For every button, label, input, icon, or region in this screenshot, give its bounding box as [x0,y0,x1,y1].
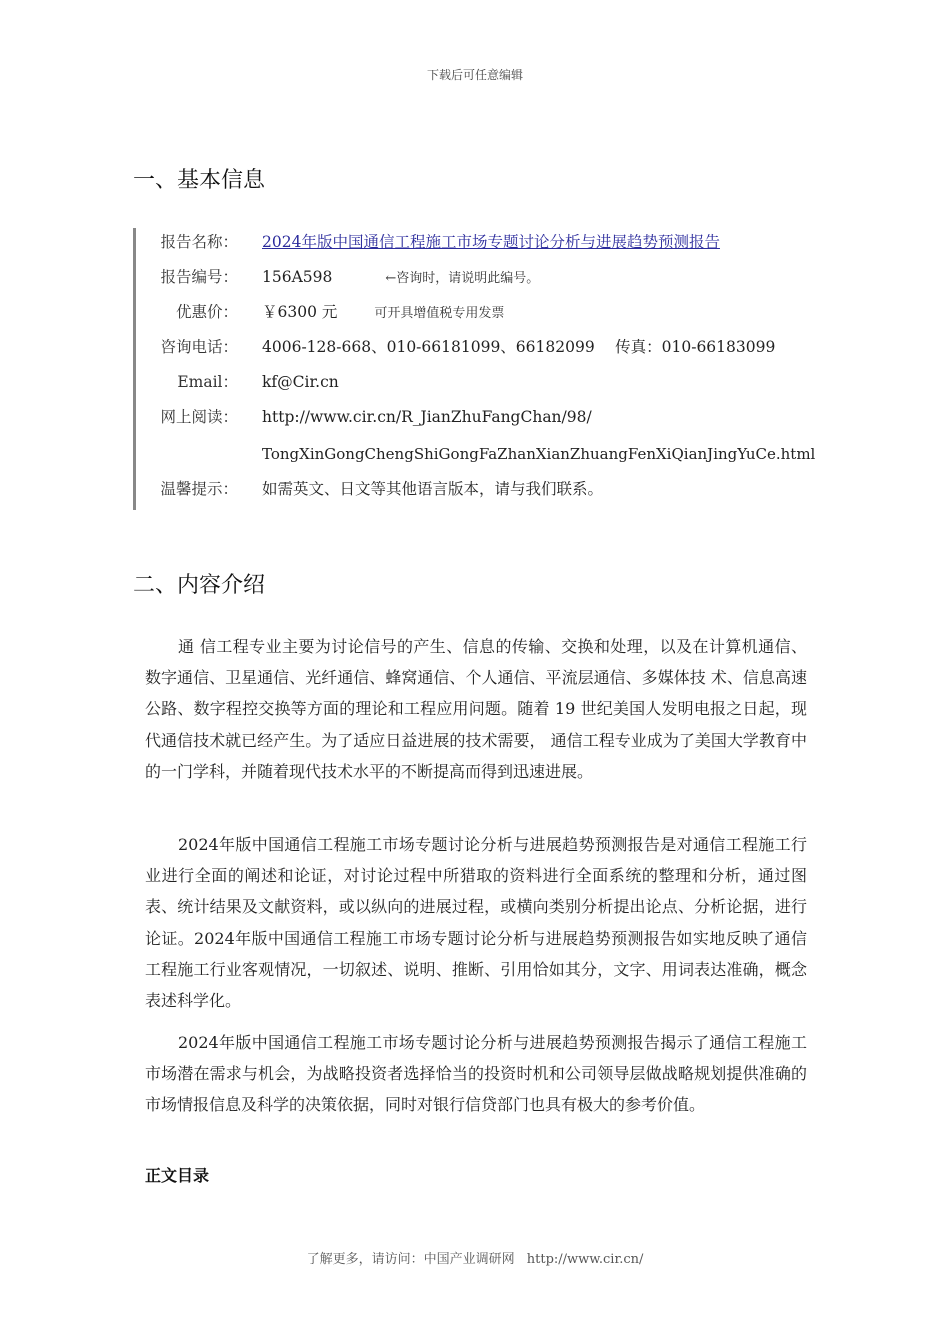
toc-title: 正文目录 [145,1166,210,1185]
email-label: Email： [177,373,238,391]
price-amount: ￥6300 元 [262,303,338,321]
online-url-line2[interactable]: TongXinGongChengShiGongFaZhanXianZhuangFenXiQianJingYuCe.html [262,445,816,463]
intro-paragraph-2: 2024年版中国通信工程施工市场专题讨论分析与进展趋势预测报告是对通信工程施工行业进行全面的阐述和论证，对讨论过程中所猎取的资料进行全面系统的整理和分析，通过图表、统计结果及文献资料，或以纵向的进展过程，或横向类别分析提出论点、分析论据，进行论证。2024年版中国通信工程施工市场专题讨论分析与进展趋势预测报告如实地反映了通信工程施工行业客观情况，一切叙述、说明、推断、引用恰如其分，文字、用词表达准确，概念表述科学化。 [145,835,807,1011]
report-id-label: 报告编号： [160,268,238,286]
tip-label: 温馨提示： [160,480,238,498]
tip-value: 如需英文、日文等其他语言版本，请与我们联系。 [262,480,604,498]
price-note: 可开具增值税专用发票 [374,306,505,321]
online-url-line1[interactable]: http://www.cir.cn/R_JianZhuFangChan/98/ [262,408,592,426]
section-title-basic-info: 一、基本信息 [133,168,266,193]
phone-label: 咨询电话： [160,338,238,356]
report-name-link[interactable]: 2024年版中国通信工程施工市场专题讨论分析与进展趋势预测报告 [262,233,720,251]
report-id-note: ←咨询时，请说明此编号。 [385,271,540,286]
report-name-label: 报告名称： [160,233,238,251]
intro-paragraph-3: 2024年版中国通信工程施工市场专题讨论分析与进展趋势预测报告揭示了通信工程施工市场潜在需求与机会，为战略投资者选择恰当的投资时机和公司领导层做战略规划提供准确的市场情报信息及科学的决策依据，同时对银行信贷部门也具有极大的参考价值。 [145,1033,807,1115]
email-value[interactable]: kf@Cir.cn [262,373,339,391]
footer-url-link[interactable]: http://www.cir.cn/ [526,1252,644,1267]
section-title-content-intro: 二、内容介绍 [133,573,266,598]
report-id-code: 156A598 [262,268,333,286]
intro-paragraph-1: 通 信工程专业主要为讨论信号的产生、信息的传输、交换和处理，以及在计算机通信、数字通信、卫星通信、光纤通信、蜂窝通信、个人通信、平流层通信、多媒体技 术、信息高速公路、数字程控交换等方面的理论和工程应用问题。随着 19 世纪美国人发明电报之日起，现代通信技术就已经产生。为了适应日益进展的技术需要， 通信工程专业成为了美国大学教育中的一门学科，并随着现代技术水平的不断提高而得到迅速进展。 [145,637,807,781]
price-label: 优惠价： [175,303,238,321]
footer-prefix: 了解更多，请访问：中国产业调研网 [306,1252,515,1267]
header-note: 下载后可任意编辑 [426,68,523,82]
price-value [262,302,504,324]
online-label: 网上阅读： [160,408,238,426]
footer-note [0,1248,950,1267]
phone-value: 4006-128-668、010-66181099、66182099 传真：010-66183099 [262,338,776,356]
report-id-value [262,267,539,289]
basic-info-block [133,228,816,510]
